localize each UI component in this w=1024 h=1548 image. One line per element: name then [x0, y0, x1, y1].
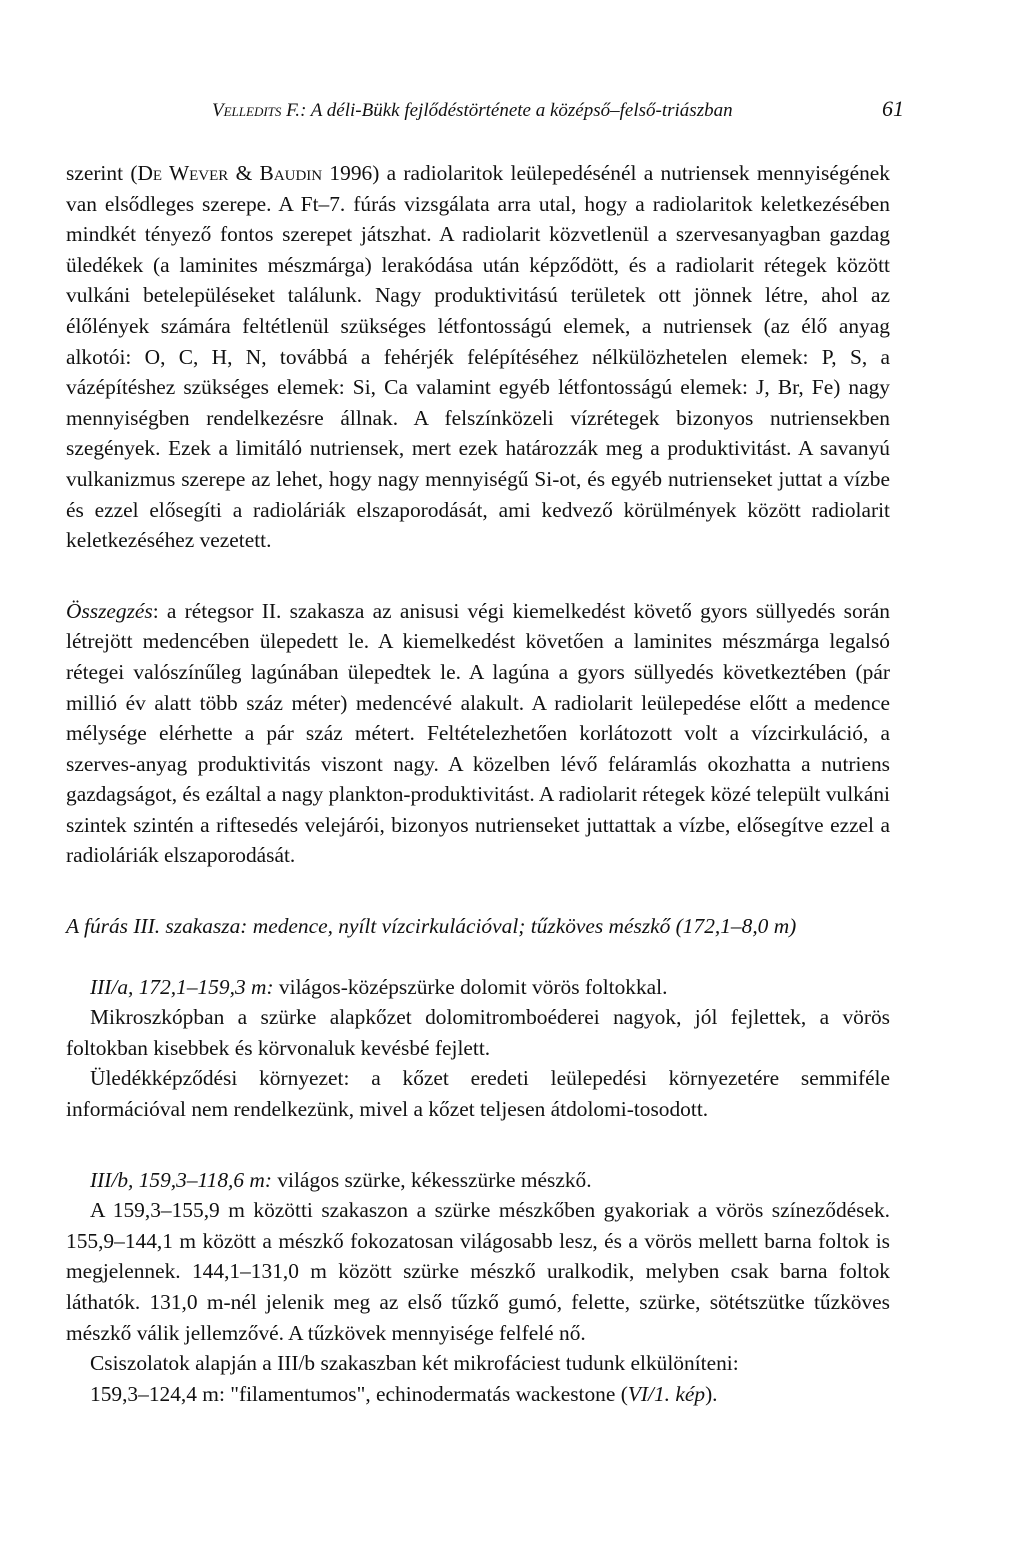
text-segment: : a rétegsor II. szakasza az anisusi végi kiemelkedést követő gyors süllyedés során létrejött medencében ülepedett le. A kiemelkedést követően a laminites mészmárga legalsó rétegei valószínűleg lagúnában ülepedtek le. A lagúna a gyors süllyedés következtében (pár millió év alatt több száz méter) medencévé alakult. A radiolarit leülepedése előtt a medence mélysége elérhette a pár száz métert. Feltételezhetően korlátozott volt a vízcirkuláció, a szerves-anyag produktivitás viszont nagy. A közelben lévő feláramlás okozhatta a nutriens gazdagságot, és ezáltal a nagy plankton-produktivitást. A radiolarit rétegek közé települt vulkáni szintek szintén a riftesedés velejárói, bizonyos nutrienseket juttattak a vízbe, elősegítve ezzel a radioláriák elszaporodását.: [66, 598, 890, 868]
text-segment: 159,3–124,4 m: "filamentumos", echinodermatás wackestone (: [90, 1381, 628, 1406]
subsection-label: III/a, 172,1–159,3 m:: [90, 974, 274, 999]
paragraph-osszegzes: [66, 596, 890, 871]
paragraph-radiolarit: [66, 158, 890, 556]
section-heading: A fúrás III. szakasza: medence, nyílt vízcirkulációval; tűzköves mészkő (172,1–8,0 m): [66, 914, 797, 939]
paragraph-microfacies: [66, 1379, 890, 1410]
subsection-iii-b: [66, 1165, 890, 1196]
summary-label: Összegzés: [66, 598, 153, 623]
citation-author-1: De Wever: [137, 161, 229, 185]
paragraph-microscope: Mikroszkópban a szürke alapkőzet dolomitromboéderei nagyok, jól fejlettek, a vörös foltokban kisebbek és körvonaluk kevésbé fejlett.: [66, 1005, 890, 1060]
subsection-iii-a: [66, 972, 890, 1003]
header-title: : A déli-Bükk fejlődéstörténete a középső–felső-triászban: [300, 100, 733, 121]
text-segment: szerint (: [66, 161, 138, 185]
subsection-label: III/b, 159,3–118,6 m:: [90, 1167, 272, 1192]
text-segment: 1996) a radiolaritok leülepedésénél a nutriensek mennyiségének van elsődleges szerepe. A Ft–7. fúrás vizsgálata arra utal, hogy a radiolaritok keletkezésében mindkét tényező fontos szerepet játszhat. A radiolarit közvetlenül a szervesanyagban gazdag üledékek (a laminites mészmárga) lerakódása után képződött, és a radiolarit rétegek között vulkáni betelepüléseket találunk. Nagy produktivitású területek ott jönnek létre, ahol az élőlények számára feltétlenül szükséges létfontosságú elemek, a nutriensek (az élő anyag alkotói: O, C, H, N, továbbá a fehérjék felépítéséhez nélkülözhetelen elemek: P, S, a vázépítéshez szükséges elemek: Si, Ca valamint egyéb létfontosságú elemek: J, Br, Fe) nagy mennyiségben rendelkezésre állnak. A felszínközeli vízrétegek bizonyos nutriensekben szegények. Ezek a limitáló nutriensek, mert ezek határozzák meg a produktivitást. A savanyú vulkanizmus szerepe az lehet, hogy nagy mennyiségű Si-ot, és egyéb nutrienseket juttat a vízbe és ezzel elősegíti a radioláriák elszaporodását, ami kedvező körülmények között radiolarit keletkezéséhez vezetett.: [66, 161, 890, 553]
body-text: [66, 158, 890, 1409]
text-segment: világos-középszürke dolomit vörös foltokkal.: [273, 974, 668, 999]
paragraph-environment: Üledékképződési környezet: a kőzet eredeti leülepedési környezetére semmiféle információval nem rendelkezünk, mivel a kőzet teljesen átdolomi-tosodott.: [66, 1066, 890, 1122]
header-author: Velledits F.: [212, 100, 301, 121]
paragraph-limestone: A 159,3–155,9 m közötti szakaszon a szürke mészkőben gyakoriak a vörös színeződések. 155,9–144,1 m között a mészkő fokozatosan világosabb lesz, és a vörös mellett barna foltok is megjelennek. 144,1–131,0 m között szürke mészkő uralkodik, melyben csak barna foltok láthatók. 131,0 m-nél jelenik meg az első tűzkő gumó, felette, szürke, sötétszütke tűzköves mészkő válik jellemzővé. A tűzkövek mennyisége felfelé nő.: [66, 1198, 890, 1345]
text-segment: &: [228, 161, 260, 185]
figure-reference: VI/1. kép: [627, 1381, 706, 1406]
paragraph-thin-sections: Csiszolatok alapján a III/b szakaszban két mikrofáciest tudunk elkülöníteni:: [90, 1351, 739, 1376]
document-page: [66, 96, 904, 1409]
text-segment: világos szürke, kékesszürke mészkő.: [272, 1167, 592, 1192]
running-header: [66, 96, 904, 130]
running-title: [212, 100, 733, 122]
text-segment: ).: [705, 1381, 718, 1406]
page-number: 61: [882, 96, 904, 121]
citation-author-2: Baudin: [259, 161, 323, 185]
